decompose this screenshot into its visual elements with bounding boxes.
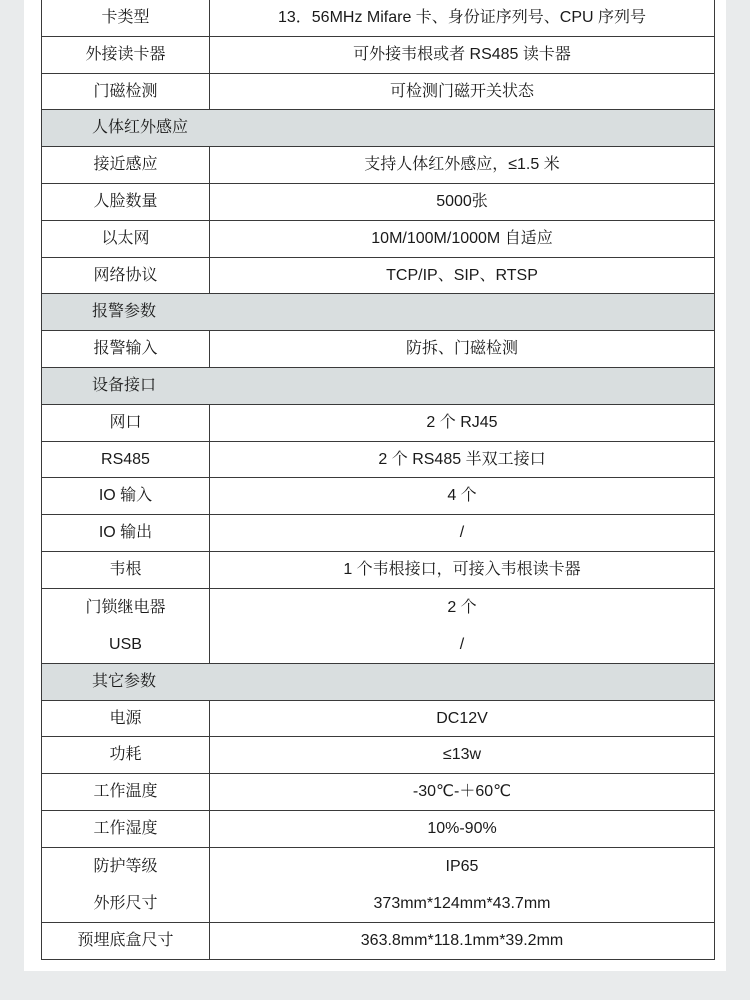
section-header-row <box>42 663 715 700</box>
spec-row <box>42 737 715 774</box>
spec-value: 373mm*124mm*43.7mm <box>373 894 551 912</box>
spec-value: DC12V <box>210 700 715 737</box>
section-title: 报警参数 <box>42 294 715 331</box>
spec-row <box>42 441 715 478</box>
spec-row <box>42 147 715 184</box>
spec-key-pair <box>42 588 210 663</box>
spec-key: 门磁检测 <box>42 73 210 110</box>
section-title: 其它参数 <box>42 663 715 700</box>
spec-row <box>42 183 715 220</box>
spec-value: 防拆、门磁检测 <box>210 331 715 368</box>
spec-row <box>42 36 715 73</box>
spec-key: 电源 <box>42 700 210 737</box>
spec-key: 卡类型 <box>42 0 210 36</box>
spec-key: 报警输入 <box>42 331 210 368</box>
spec-key: 功耗 <box>42 737 210 774</box>
spec-value: 1 个韦根接口，可接入韦根读卡器 <box>210 551 715 588</box>
spec-row <box>42 700 715 737</box>
spec-value: 4 个 <box>210 478 715 515</box>
spec-row <box>42 404 715 441</box>
spec-key: 接近感应 <box>42 147 210 184</box>
spec-table <box>41 0 715 960</box>
spec-row-pair <box>42 847 715 922</box>
spec-key: 网络协议 <box>42 257 210 294</box>
spec-value: / <box>459 635 465 653</box>
spec-card <box>24 0 726 971</box>
spec-row <box>42 220 715 257</box>
spec-key: 韦根 <box>42 551 210 588</box>
spec-value-pair <box>210 847 715 922</box>
spec-key: 预埋底盒尺寸 <box>42 922 210 959</box>
spec-value: 可外接韦根或者 RS485 读卡器 <box>210 36 715 73</box>
spec-value: 2 个 RS485 半双工接口 <box>210 441 715 478</box>
spec-key: 网口 <box>42 404 210 441</box>
spec-row <box>42 0 715 36</box>
section-header-row <box>42 294 715 331</box>
spec-key: 以太网 <box>42 220 210 257</box>
spec-key: 人脸数量 <box>42 183 210 220</box>
spec-table-body <box>42 0 715 959</box>
spec-value: 5000张 <box>210 183 715 220</box>
spec-row <box>42 73 715 110</box>
spec-row <box>42 774 715 811</box>
spec-key: 工作湿度 <box>42 810 210 847</box>
spec-key-pair <box>42 847 210 922</box>
spec-key: RS485 <box>42 441 210 478</box>
section-title: 设备接口 <box>42 367 715 404</box>
spec-key: 工作温度 <box>42 774 210 811</box>
spec-key: IO 输出 <box>42 515 210 552</box>
spec-row <box>42 257 715 294</box>
spec-key: IO 输入 <box>42 478 210 515</box>
spec-value: 10%-90% <box>210 810 715 847</box>
spec-value: IP65 <box>445 857 479 875</box>
spec-value: 2 个 <box>447 598 477 616</box>
spec-key: 门锁继电器 <box>85 598 166 616</box>
spec-value: 10M/100M/1000M 自适应 <box>210 220 715 257</box>
spec-key: 防护等级 <box>93 857 158 875</box>
spec-row <box>42 478 715 515</box>
section-header-row <box>42 367 715 404</box>
spec-row <box>42 331 715 368</box>
spec-row <box>42 551 715 588</box>
spec-row <box>42 515 715 552</box>
spec-value: 13．56MHz Mifare 卡、身份证序列号、CPU 序列号 <box>210 0 715 36</box>
spec-row <box>42 922 715 959</box>
spec-row-pair <box>42 588 715 663</box>
spec-key: USB <box>109 635 142 653</box>
spec-value-pair <box>210 588 715 663</box>
section-title: 人体红外感应 <box>42 110 715 147</box>
spec-value: TCP/IP、SIP、RTSP <box>210 257 715 294</box>
spec-row <box>42 810 715 847</box>
spec-value: ≤13w <box>210 737 715 774</box>
spec-key: 外接读卡器 <box>42 36 210 73</box>
spec-value: 363.8mm*118.1mm*39.2mm <box>210 922 715 959</box>
section-header-row <box>42 110 715 147</box>
spec-value: 支持人体红外感应，≤1.5 米 <box>210 147 715 184</box>
spec-value: -30℃-＋60℃ <box>210 774 715 811</box>
spec-value: / <box>210 515 715 552</box>
spec-value: 可检测门磁开关状态 <box>210 73 715 110</box>
spec-value: 2 个 RJ45 <box>210 404 715 441</box>
spec-key: 外形尺寸 <box>93 894 158 912</box>
